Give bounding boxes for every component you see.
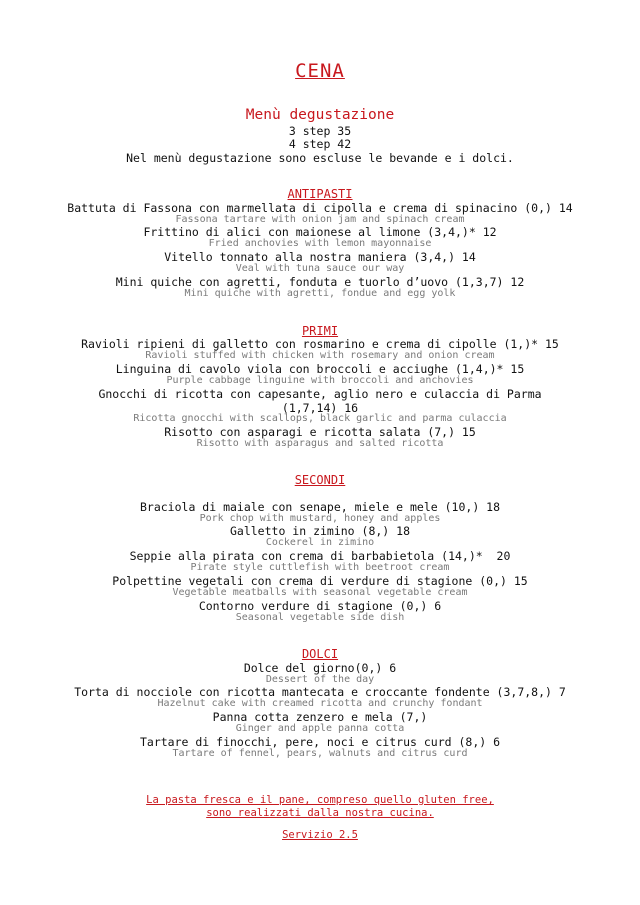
footer-note: sono realizzati dalla nostra cucina.: [206, 807, 434, 819]
dish-translation: Fried anchovies with lemon mayonnaise: [208, 238, 432, 249]
dish-translation: Mini quiche with agretti, fondue and egg yolk: [184, 288, 456, 299]
dish-name: Tartare di finocchi, pere, noci e citrus curd (8,) 6: [139, 735, 501, 749]
dish-translation: Ricotta gnocchi with scallops, black garlic and parma culaccia: [133, 413, 507, 424]
dish-translation: Seasonal vegetable side dish: [235, 612, 405, 623]
degustazione-note: Nel menù degustazione sono escluse le bevande e i dolci.: [126, 151, 514, 165]
dish-translation: Ravioli stuffed with chicken with rosemary and onion cream: [145, 350, 495, 361]
dish-translation: Risotto with asparagus and salted ricotta: [196, 438, 444, 449]
dish-name: Polpettine vegetali con crema di verdure di stagione (0,) 15: [112, 574, 528, 588]
dish-translation: Ginger and apple panna cotta: [235, 723, 405, 734]
dish-translation: Cockerel in zimino: [265, 537, 375, 548]
section-heading-dolci: DOLCI: [301, 647, 339, 661]
dish-translation: Dessert of the day: [265, 674, 375, 685]
dish-name: Galletto in zimino (8,) 18: [229, 524, 410, 538]
section-heading-antipasti: ANTIPASTI: [287, 187, 353, 201]
dish-name: Risotto con asparagi e ricotta salata (7,) 15: [164, 425, 476, 439]
dish-name: Frittino di alici con maionese al limone (3,4,)* 12: [143, 225, 497, 239]
section-heading-secondi: SECONDI: [294, 473, 346, 487]
dish-name: Battuta di Fassona con marmellata di cipolla e crema di spinacino (0,) 14: [67, 201, 573, 215]
degustazione-line: 4 step 42: [288, 137, 352, 151]
dish-name: Panna cotta zenzero e mela (7,): [212, 710, 428, 724]
dish-translation: Tartare of fennel, pears, walnuts and citrus curd: [172, 748, 468, 759]
footer-note: La pasta fresca e il pane, compreso quello gluten free,: [146, 794, 494, 806]
dish-name: Dolce del giorno(0,) 6: [243, 661, 397, 675]
dish-name: Ravioli ripieni di galletto con rosmarino e crema di cipolle (1,)* 15: [81, 337, 559, 351]
dish-name: Linguina di cavolo viola con broccoli e acciughe (1,4,)* 15: [115, 362, 525, 376]
menu-title: CENA: [295, 60, 345, 82]
dish-translation: Hazelnut cake with creamed ricotta and crunchy fondant: [157, 698, 483, 709]
dish-translation: Veal with tuna sauce our way: [235, 263, 405, 274]
dish-translation: Pirate style cuttlefish with beetroot cream: [190, 562, 450, 573]
dish-name: Mini quiche con agretti, fonduta e tuorlo d’uovo (1,3,7) 12: [115, 275, 525, 289]
degustazione-line: 3 step 35: [288, 124, 352, 138]
degustazione-title: Menù degustazione: [245, 107, 395, 123]
section-heading-primi: PRIMI: [301, 324, 339, 338]
dish-translation: Pork chop with mustard, honey and apples: [199, 513, 441, 524]
dish-name: Braciola di maiale con senape, miele e mele (10,) 18: [139, 500, 501, 514]
dish-translation: Vegetable meatballs with seasonal vegetable cream: [172, 587, 468, 598]
dish-translation: Purple cabbage linguine with broccoli and anchovies: [166, 375, 474, 386]
dish-translation: Fassona tartare with onion jam and spinach cream: [175, 214, 465, 225]
dish-name: Contorno verdure di stagione (0,) 6: [198, 599, 442, 613]
dish-name: Torta di nocciole con ricotta mantecata e croccante fondente (3,7,8,) 7: [74, 685, 566, 699]
dish-name: Vitello tonnato alla nostra maniera (3,4,) 14: [164, 250, 476, 264]
service-charge: Servizio 2.5: [282, 829, 358, 841]
dish-name: Gnocchi di ricotta con capesante, aglio nero e culaccia di Parma (1,7,14) 16: [98, 387, 542, 415]
dish-name: Seppie alla pirata con crema di barbabietola (14,)* 20: [129, 549, 511, 563]
